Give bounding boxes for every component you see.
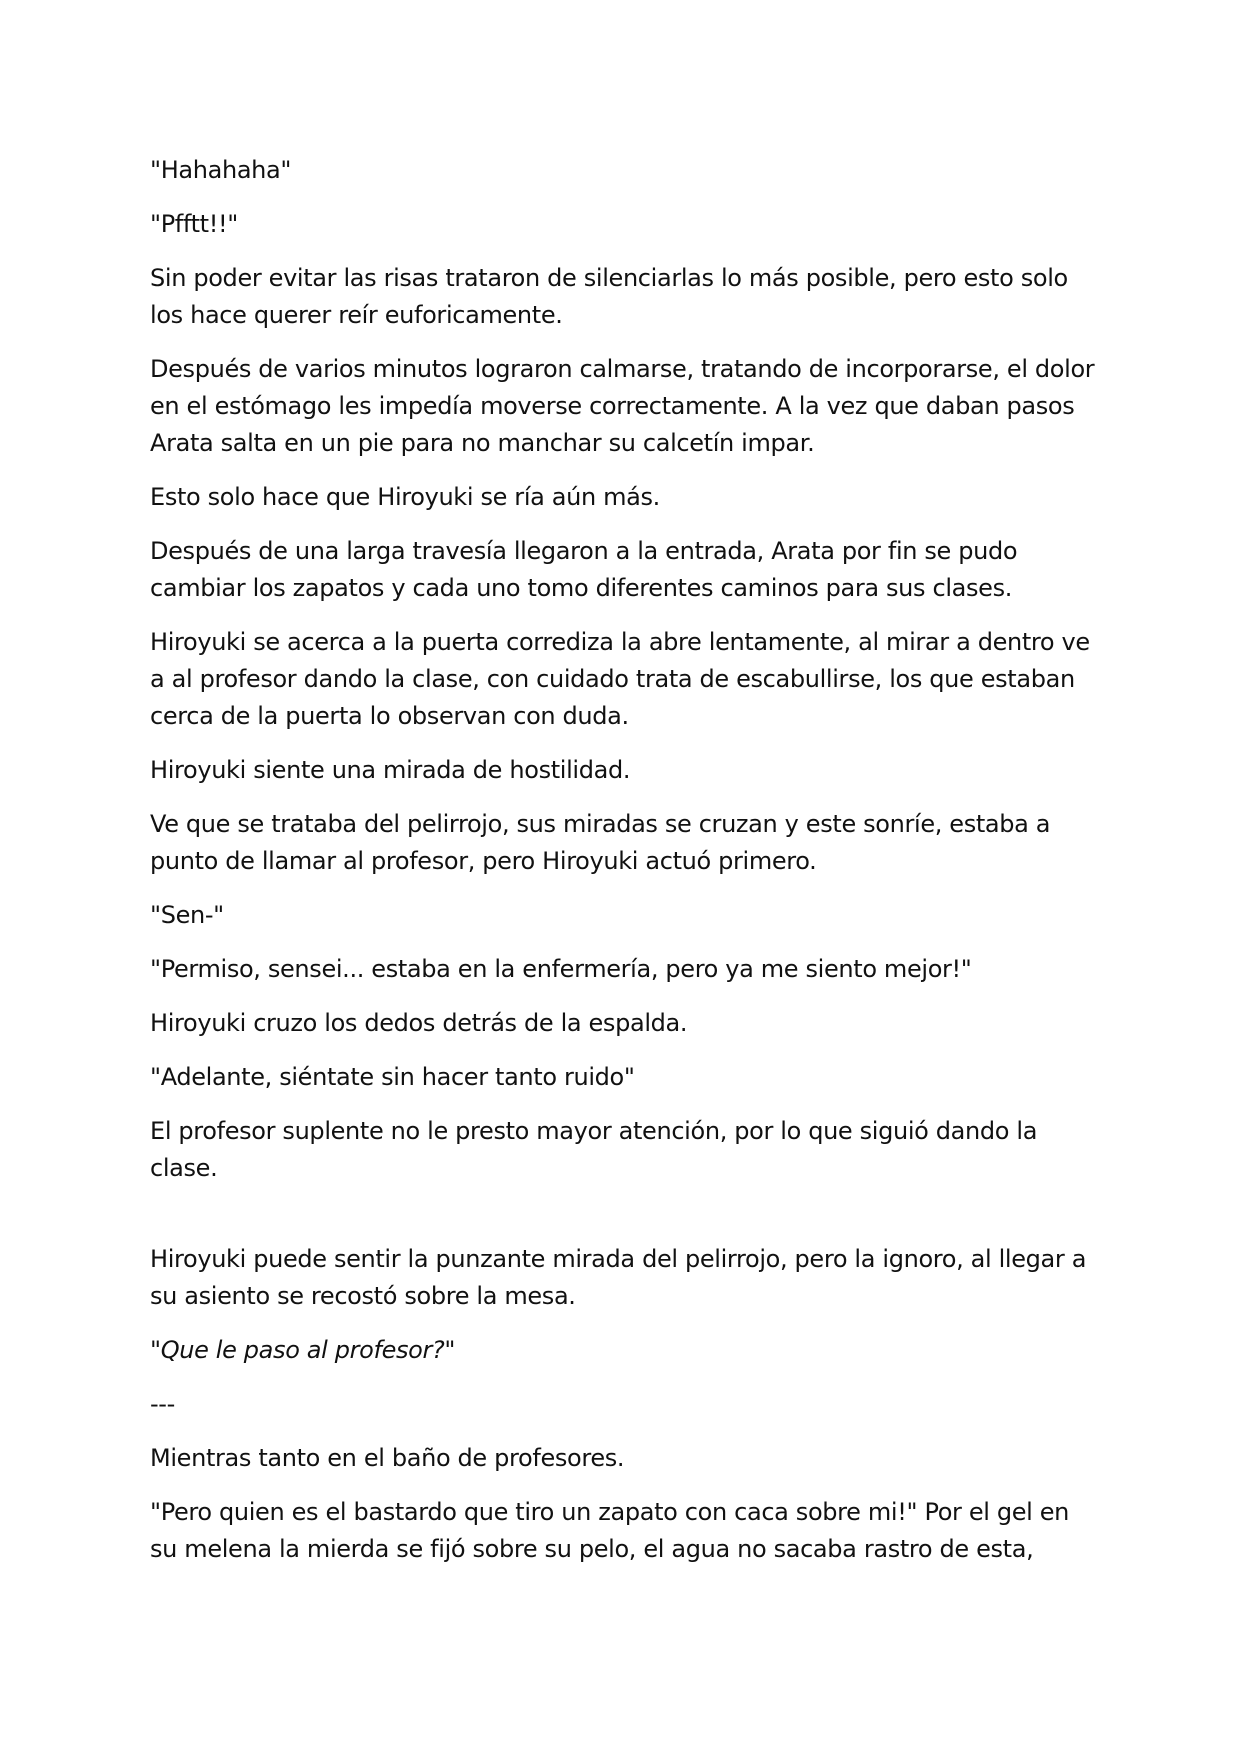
paragraph-10: "Sen-" (150, 901, 224, 929)
paragraph-7: Hiroyuki se acerca a la puerta corrediza la abre lentamente, al mirar a dentro ve a al profesor dando la clase, con cuidado trata de escabullirse, los que estaban cerca de la puerta lo observan con duda. (150, 628, 1090, 730)
blank-line (150, 1204, 1095, 1241)
document-body (150, 152, 1095, 1585)
paragraph-4: Después de varios minutos lograron calmarse, tratando de incorporarse, el dolor en el estómago les impedía moverse correctamente. A la vez que daban pasos Arata salta en un pie para no manchar su calcetín impar. (150, 355, 1095, 457)
scene-break: --- (150, 1390, 175, 1418)
paragraph-15: Hiroyuki puede sentir la punzante mirada del pelirrojo, pero la ignoro, al llegar a su asiento se recostó sobre la mesa. (150, 1245, 1087, 1310)
paragraph-9: Ve que se trataba del pelirrojo, sus miradas se cruzan y este sonríe, estaba a punto de llamar al profesor, pero Hiroyuki actuó primero. (150, 810, 1051, 875)
paragraph-2: "Pfftt!!" (150, 210, 238, 238)
paragraph-11: "Permiso, sensei... estaba en la enfermería, pero ya me siento mejor!" (150, 955, 972, 983)
paragraph-16-italic-thought: "Que le paso al profesor?" (150, 1336, 456, 1364)
paragraph-13: "Adelante, siéntate sin hacer tanto ruido" (150, 1063, 635, 1091)
paragraph-5: Esto solo hace que Hiroyuki se ría aún más. (150, 483, 660, 511)
paragraph-18: "Pero quien es el bastardo que tiro un zapato con caca sobre mi!" Por el gel en su melena la mierda se fijó sobre su pelo, el agua no sacaba rastro de esta, (150, 1498, 1070, 1563)
paragraph-1: "Hahahaha" (150, 156, 292, 184)
paragraph-6: Después de una larga travesía llegaron a la entrada, Arata por fin se pudo cambiar los zapatos y cada uno tomo diferentes caminos para sus clases. (150, 537, 1018, 602)
paragraph-8: Hiroyuki siente una mirada de hostilidad. (150, 756, 631, 784)
paragraph-17: Mientras tanto en el baño de profesores. (150, 1444, 625, 1472)
paragraph-14: El profesor suplente no le presto mayor atención, por lo que siguió dando la clase. (150, 1117, 1038, 1182)
paragraph-12: Hiroyuki cruzo los dedos detrás de la espalda. (150, 1009, 688, 1037)
paragraph-3: Sin poder evitar las risas trataron de silenciarlas lo más posible, pero esto solo los hace querer reír euforicamente. (150, 264, 1068, 329)
